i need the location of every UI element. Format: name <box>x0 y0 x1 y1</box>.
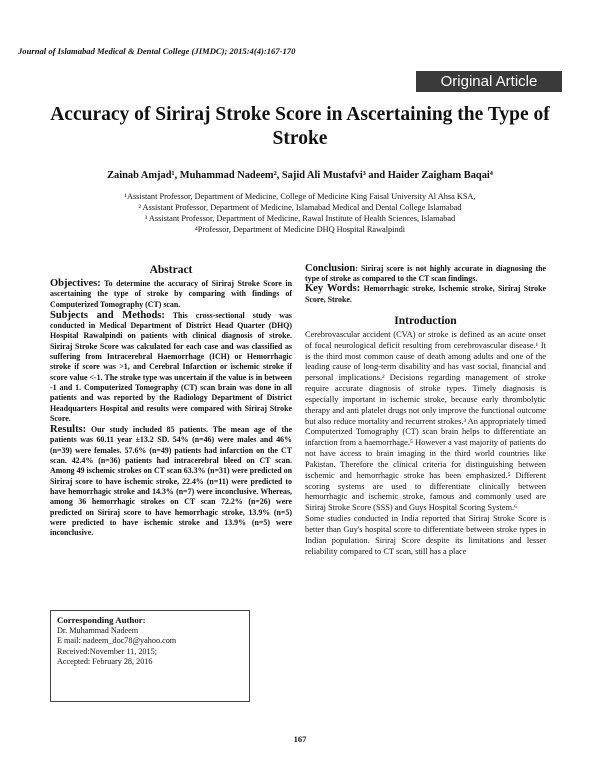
article-type-banner: Original Article <box>416 71 562 92</box>
corresponding-author-name: Dr. Muhammad Nadeem <box>57 625 139 635</box>
introduction-paragraph-2: Some studies conducted in India reported that Siriraj Stroke Score is better than Guy's hospital score to differentiate between stroke types in Indian population. Siriraj Score despite its limitations and lesser reliability compared to CT scan, still has a place <box>305 514 546 556</box>
affiliations <box>20 191 580 235</box>
received-date: Received:November 11, 2015; <box>57 646 157 656</box>
article-title: Accuracy of Siriraj Stroke Score in Ascertaining the Type of Stroke <box>50 104 550 149</box>
abstract-results <box>50 425 292 538</box>
results-text: Our study included 85 patients. The mean age of the patients was 60.11 year ±13.2 SD. 54% (n=46) were males and 46% (n=39) were females. 57.6% (n=49) patients had infarction on the CT scan. 42.4% (n=36) patients had intracerebral bleed on CT scan. Among 49 ischemic strokes on CT scan 63.3% (n=31) were predicted on Siriraj score to have ischemic stroke, 22.4% (n=11) were predicted to have hemorrhagic stroke and 14.3% (n=7) were inconclusive. Whereas, among 36 hemorrhagic strokes on CT scan 72.2% (n=26) were predicted on Siriraj score to have hemorrhagic stroke, 13.9% (n=5) were predicted to have ischemic stroke and 13.9% (n=5) were inconclusive. <box>50 425 292 538</box>
methods-label: Subjects and Methods: <box>50 309 165 321</box>
objectives-text: To determine the accuracy of Siriraj Stroke Score in ascertaining the type of stroke by comparing with findings of Computerized Tomography (CT) scan. <box>50 279 292 309</box>
accepted-date: Accepted: February 28, 2016 <box>57 657 153 667</box>
keywords-label: Key Words: <box>305 283 361 295</box>
journal-citation: Journal of Islamabad Medical & Dental College (JIMDC); 2015:4(4):167-170 <box>18 46 296 56</box>
conclusion-text: : Siriraj score is not highly accurate in diagnosing the type of stroke as compared to the CT scan findings. <box>305 264 546 284</box>
corresponding-author-email: E mail: nadeem_doc78@yahoo.com <box>57 636 177 646</box>
left-column <box>50 264 292 539</box>
affiliation-1: ¹Assistant Professor, Department of Medicine, College of Medicine King Faisal University Al Ahsa KSA, <box>124 192 476 201</box>
results-label: Results: <box>50 424 87 436</box>
abstract-objectives <box>50 279 292 310</box>
corresponding-author-heading: Corresponding Author: <box>57 615 146 625</box>
affiliation-2: ² Assistant Professor, Department of Medicine, Islamabad Medical and Dental College Islamabad <box>138 203 462 212</box>
keywords <box>305 284 546 304</box>
right-column <box>305 264 546 558</box>
abstract-conclusion <box>305 264 546 284</box>
methods-text: This cross-sectional study was conducted in Medical Department of District Head Quarter (DHQ) Hospital Rawalpindi on patients with clinical diagnosis of stroke. Siriraj Stroke Score was calculated for each case and was classified as suffering from Intracerebral Haemorrhage (ICH) or Hemorrhagic stroke if score was >1, and Cerebral Infarction or ischemic stroke if score value <-1. The stroke type was uncertain if the value is in between -1 and 1. Computerized Tomography (CT) scan brain was done in all patients and was reported by the Radiology Department of District Headquarters Hospital and results were compared with Siriraj Stroke Score. <box>50 310 292 423</box>
author-list: Zainab Amjad¹, Muhammad Nadeem², Sajid Ali Mustafvi³ and Haider Zaigham Baqai⁴ <box>107 170 493 181</box>
corresponding-author-box <box>50 610 250 702</box>
abstract-heading: Abstract <box>149 264 193 276</box>
affiliation-3: ³ Assistant Professor, Department of Medicine, Rawal Institute of Health Sciences, Islamabad <box>144 214 456 223</box>
introduction-heading: Introduction <box>394 314 457 327</box>
affiliation-4: ⁴Professor, Department of Medicine DHQ Hospital Rawalpindi <box>194 225 406 234</box>
page-number: 167 <box>293 734 307 744</box>
abstract-methods <box>50 311 292 424</box>
conclusion-label: Conclusion <box>305 263 356 274</box>
introduction-paragraph-1: Cerebrovascular accident (CVA) or stroke is defined as an acute onset of focal neurological deficit resulting from cerebrovascular disease.¹ It is the third most common cause of death among adults and one of the leading cause of long-term disability and has vast social, financial and personal implications.² Decisions regarding management of stroke require accurate diagnosis of stroke types. Timely diagnosis is especially important in ischemic stroke, because early thrombolytic therapy and anti platelet drugs not only improve the functional outcome but also reduce mortality and recurrent strokes.³ An appropriately timed Computerized Tomography (CT) scan brain helps to differentiate an infarction from a haemorrhage.⁵ However a vast majority of patients do not have access to brain imaging in the third world countries like Pakistan. Therefore the clinical criteria for distinguishing between ischemic and hemorrhagic stroke has been emphasized.⁵ Different scoring systems are used to differentiate clinically between hemorrhagic and ischemic stroke, famous and commonly used are Siriraj Stroke Score (SSS) and Guys Hospital Scoring System.⁶ <box>305 329 546 513</box>
objectives-label: Objectives: <box>50 278 101 289</box>
keywords-text: Hemorrhagic stroke, Ischemic stroke, Siriraj Stroke Score, Stroke. <box>305 284 546 304</box>
